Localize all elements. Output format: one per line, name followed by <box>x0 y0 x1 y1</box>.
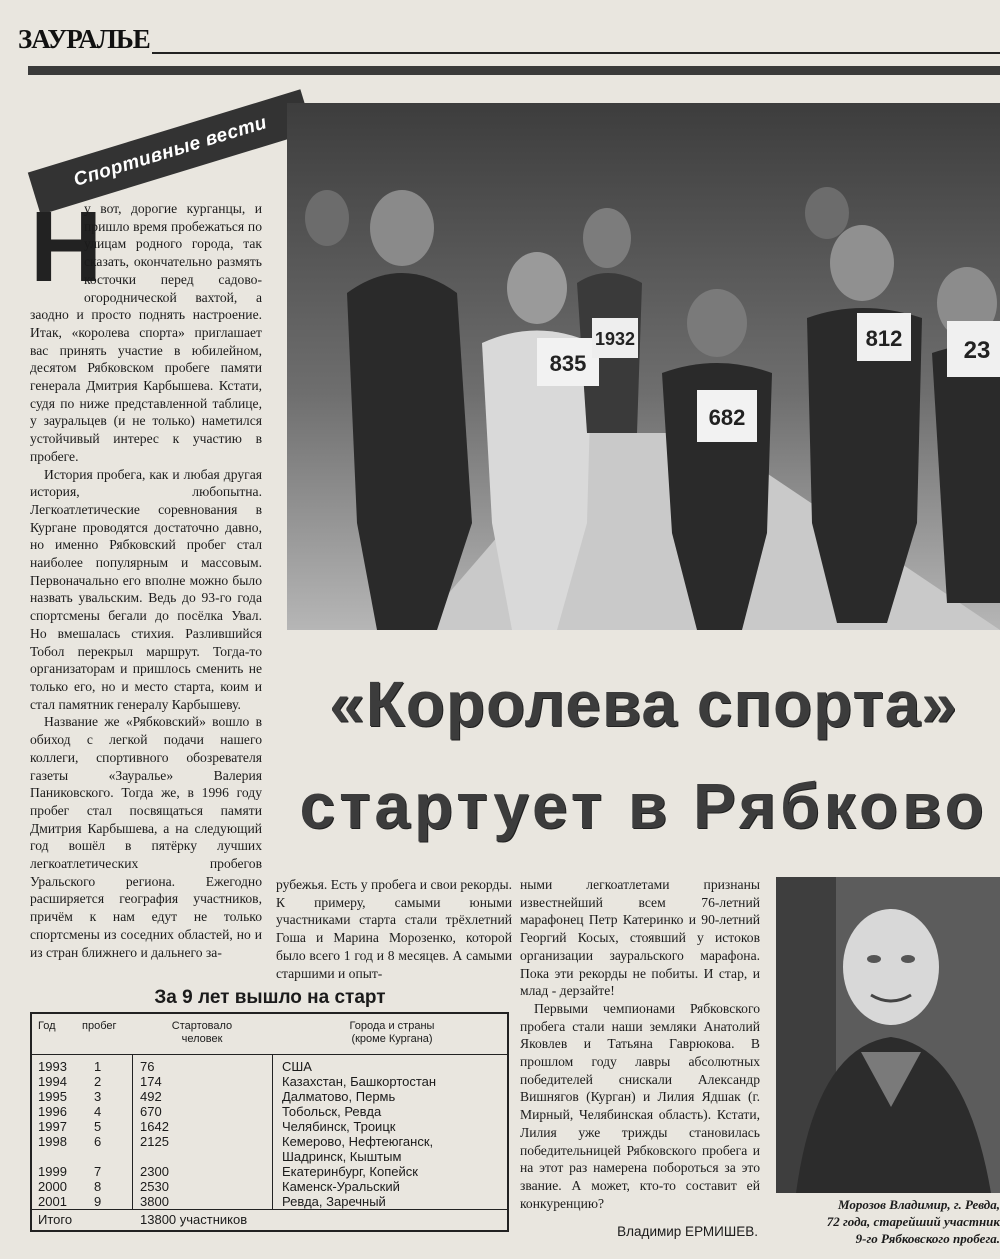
lead-paragraph-1: у вот, дорогие курганцы, и пришло время пробежаться по улицам родного города, так сказать, окончательно размять косточки перед садово-огороднической вахтой, а заодно и просто поднять настроение. Итак, «королева спорта» приглашает вас принять участие в юбилейном, десятом Рябковском пробеге памяти генерала Дмитрия Карбышева. Кстати, судя по ниже представленной таблице, у зауральцев (и не только) наметился устойчивый интерес к участию в пробеге. <box>30 201 262 464</box>
rubric-banner: Спортивные вести <box>28 89 313 214</box>
table-body <box>32 1055 507 1209</box>
right-column <box>520 876 760 1212</box>
row-count: 670 <box>140 1104 162 1119</box>
row-cities: Кемерово, Нефтеюганск, Шадринск, Кыштым <box>282 1134 434 1164</box>
row-cities: Далматово, Пермь <box>282 1089 396 1104</box>
middle-column <box>276 876 512 982</box>
masthead-rule <box>152 52 1000 54</box>
right-paragraph-2: Первыми чемпионами Рябковского пробега стали наши земляки Анатолий Яковлев и Татьяна Гаврюкова. В прошлом году лавры абсолютных победителей снискали Александр Вишнягов (Курган) и Лилия Ядшак (г. Мирный, Челябинская область). Кстати, Лилия уже трижды становилась победительницей Рябковского пробега и на этот раз намерена побороться за это звание. А может, кто-то составит ей конкуренцию? <box>520 1000 760 1211</box>
row-cities: Каменск-Уральский <box>282 1179 400 1194</box>
row-year: 1997 <box>38 1119 67 1134</box>
header-run: пробег <box>82 1020 117 1032</box>
row-cities: Казахстан, Башкортостан <box>282 1074 437 1089</box>
header-year: Год <box>38 1020 56 1032</box>
row-run: 9 <box>94 1194 102 1209</box>
stats-table <box>30 1012 509 1232</box>
table-row <box>32 1194 507 1209</box>
row-count: 174 <box>140 1074 162 1089</box>
headline-line-1: «Королева спорта» <box>329 668 958 740</box>
row-run: 8 <box>94 1179 102 1194</box>
total-label: Итого <box>38 1212 73 1227</box>
row-count: 3800 <box>140 1194 169 1209</box>
row-year: 2001 <box>38 1194 67 1209</box>
table-row <box>32 1089 507 1104</box>
row-run: 1 <box>94 1059 102 1074</box>
row-count: 1642 <box>140 1119 169 1134</box>
bib-2-number: 1932 <box>594 329 636 349</box>
bib-1-number: 835 <box>549 351 587 376</box>
row-year: 1998 <box>38 1134 67 1149</box>
table-row <box>32 1134 507 1164</box>
row-year: 1995 <box>38 1089 67 1104</box>
middle-paragraph-1: рубежья. Есть у пробега и свои рекорды. К примеру, самыми юными участниками старта стали трёхлетний Гоша и Марина Морозенко, которой было всего 1 год и 8 месяцев. А самыми старшими и опыт- <box>276 877 512 981</box>
drop-cap: Н <box>30 191 103 303</box>
row-cities: Челябинск, Троицк <box>282 1119 396 1134</box>
row-cities: США <box>282 1059 312 1074</box>
right-paragraph-1: ными легкоатлетами признаны известнейший всем 76-летний марафонец Петр Катеринко и 90-летний Георгий Косых, стоявший у истоков организации зауральского марафона. Пока эти рекорды не побиты. И стар, и млад - дерзайте! <box>520 877 760 999</box>
author-signature: Владимир ЕРМИШЕВ. <box>617 1224 758 1239</box>
row-run: 5 <box>94 1119 102 1134</box>
total-value: 13800 участников <box>140 1212 248 1227</box>
headline-line-2: стартует в Рябково <box>299 770 988 842</box>
masthead: ЗАУРАЛЬЕ <box>18 24 150 54</box>
row-run: 3 <box>94 1089 102 1104</box>
photo-caption: Морозов Владимир, г. Ревда, 72 года, старейший участник 9-го Рябковского пробега. <box>826 1197 1000 1246</box>
table-header <box>32 1014 507 1055</box>
row-count: 76 <box>140 1059 155 1074</box>
photo-runners <box>287 103 1000 630</box>
table-row <box>32 1074 507 1089</box>
row-year: 1993 <box>38 1059 67 1074</box>
row-cities: Екатеринбург, Копейск <box>282 1164 418 1179</box>
table-row <box>32 1059 507 1074</box>
row-run: 6 <box>94 1134 102 1149</box>
lead-column <box>30 191 262 961</box>
row-count: 2125 <box>140 1134 169 1149</box>
bib-4-number: 812 <box>865 326 903 351</box>
row-cities: Ревда, Заречный <box>282 1194 386 1209</box>
table-row <box>32 1104 507 1119</box>
page-rule <box>28 66 1000 75</box>
portrait-illustration <box>776 877 1000 1193</box>
lead-paragraph-3: Название же «Рябковский» вошло в обиход с легкой подачи нашего коллеги, спортивного обозревателя газеты «Зауралье» Валерия Паниковского. Тогда же, в 1996 году пробег стал посвящаться памяти Дмитрия Карбышева, а на следующий год вошёл в пятёрку лучших легкоатлетических пробегов Уральского региона. Ежегодно расширяется география участников, причём к нам едут не только спортсмены из соседних областей, но и из стран ближнего и дальнего за- <box>30 714 262 960</box>
header-cities: Города и страны (кроме Кургана) <box>349 1020 435 1045</box>
table-title: За 9 лет вышло на старт <box>154 987 386 1008</box>
row-cities: Тобольск, Ревда <box>282 1104 382 1119</box>
row-year: 1996 <box>38 1104 67 1119</box>
row-year: 1994 <box>38 1074 67 1089</box>
row-run: 4 <box>94 1104 102 1119</box>
row-year: 2000 <box>38 1179 67 1194</box>
table-row <box>32 1164 507 1179</box>
table-total-row <box>32 1209 507 1232</box>
row-run: 2 <box>94 1074 102 1089</box>
row-run: 7 <box>94 1164 102 1179</box>
bib-5-number: 23 <box>963 337 991 364</box>
row-count: 2530 <box>140 1179 169 1194</box>
table-row <box>32 1179 507 1194</box>
runners-illustration <box>287 103 1000 630</box>
table-row <box>32 1119 507 1134</box>
row-count: 2300 <box>140 1164 169 1179</box>
row-year: 1999 <box>38 1164 67 1179</box>
photo-portrait <box>776 877 1000 1193</box>
header-started: Стартовало человек <box>171 1020 233 1045</box>
bib-3-number: 682 <box>708 405 746 430</box>
lead-paragraph-2: История пробега, как и любая другая история, любопытна. Легкоатлетические соревнования в Кургане проводятся достаточно давно, но именно Рябковский пробег стал наиболее популярным и массовым. Первоначально его вполне можно было назвать увальским. Ведь до 93-го года спортсмены бегали до посёлка Увал. Но вмешалась стихия. Разлившийся Тобол перекрыл маршрут. Тогда-то организаторам и пришлось сменить не только его, но и место старта, коим и стал памятник генералу Карбышеву. <box>30 466 262 712</box>
row-count: 492 <box>140 1089 162 1104</box>
